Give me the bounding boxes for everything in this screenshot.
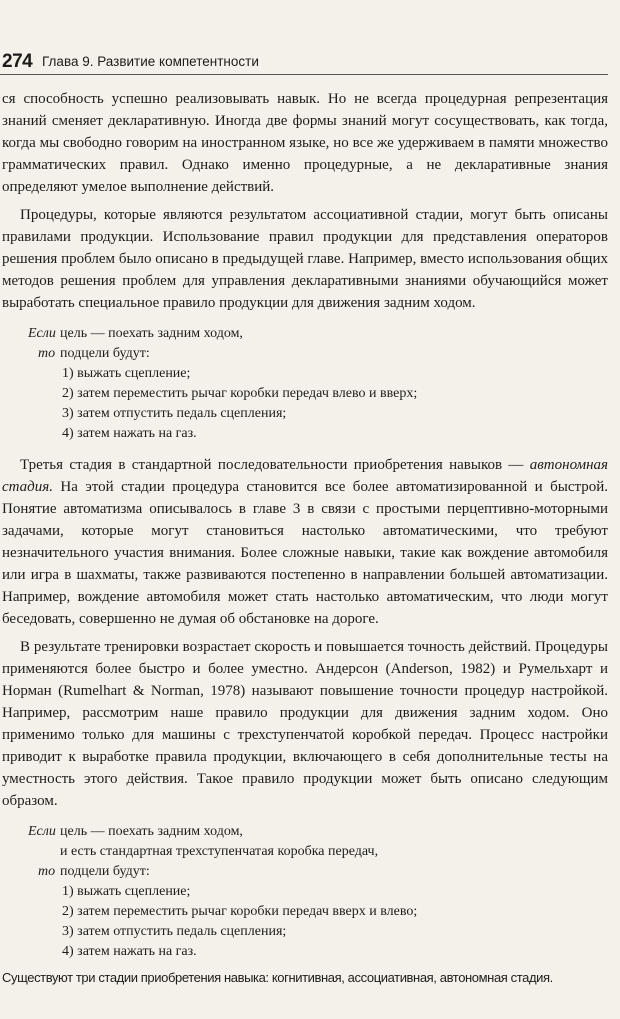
rule-then-keyword: то xyxy=(38,864,56,879)
paragraph-3-start: Третья стадия в стандартной последовательности приобретения навыков — xyxy=(20,457,530,473)
rule-step: 1) выжать сцепление; xyxy=(62,884,191,899)
rule-if-spacer xyxy=(2,842,60,862)
paragraph-2: Процедуры, которые являются результатом ассоциативной стадии, могут быть описаны правилами продукции. Использование правил продукции для представления операторов решения проблем было описано в предыдущей главе. Например, вместо использования общих методов решения проблем для управления декларативными знаниями обучающийся может выработать специальное правило продукции для движения задним ходом. xyxy=(2,207,608,311)
rule-if-text: цель — поехать задним ходом, xyxy=(60,326,243,341)
rule-if-keyword: Если xyxy=(28,824,56,839)
rule-if-text: цель — поехать задним ходом, xyxy=(60,824,243,839)
page-header xyxy=(0,50,608,75)
rule-then-text: подцели будут: xyxy=(60,864,150,879)
rule-step: 4) затем нажать на газ. xyxy=(62,426,197,441)
rule-step: 3) затем отпустить педаль сцепления; xyxy=(62,924,287,939)
rule-if-keyword: Если xyxy=(28,326,56,341)
rule-step: 2) затем переместить рычаг коробки передач влево и вверх; xyxy=(62,386,418,401)
body-text xyxy=(2,88,608,972)
production-rule-1 xyxy=(2,324,608,444)
paragraph-3-rest: На этой стадии процедура становится все более автоматизированной и быстрой. Понятие автоматизма описывалось в главе 3 в связи с простыми перцептивно-моторными задачами, которые могут становиться настолько автоматическими, что требуют незначительного участия внимания. Более сложные навыки, такие как вождение автомобиля или игра в шахматы, также развиваются постепенно в направлении большей автоматизации. Например, вождение автомобиля может стать настолько автоматическим, что люди могут беседовать, совершенно не думая об обстановке на дороге. xyxy=(2,479,608,627)
rule-step: 1) выжать сцепление; xyxy=(62,366,191,381)
rule-then-keyword: то xyxy=(38,346,56,361)
rule-step: 2) затем переместить рычаг коробки передач вверх и влево; xyxy=(62,904,418,919)
summary-caption: Существуют три стадии приобретения навыка: когнитивная, ассоциативная, автономная стадия. xyxy=(2,970,553,985)
paragraph-1: ся способность успешно реализовывать навык. Но не всегда процедурная репрезентация знаний сменяет декларативную. Иногда две формы знаний могут сосуществовать, как тогда, когда мы свободно говорим на иностранном языке, но все же удерживаем в памяти множество грамматических правил. Однако именно процедурные, а не декларативные знания определяют умелое выполнение действий. xyxy=(2,91,608,195)
rule-then-text: подцели будут: xyxy=(60,346,150,361)
running-head: Глава 9. Развитие компетентности xyxy=(42,54,259,69)
rule-if-text-2: и есть стандартная трехступенчатая коробка передач, xyxy=(60,844,379,859)
term-autonomous-stage: автономная стадия. xyxy=(2,457,608,495)
rule-step: 3) затем отпустить педаль сцепления; xyxy=(62,406,287,421)
paragraph-3 xyxy=(2,454,608,630)
rule-step: 4) затем нажать на газ. xyxy=(62,944,197,959)
paragraph-4: В результате тренировки возрастает скорость и повышается точность действий. Процедуры применяются более быстро и более уместно. Андерсон (Anderson, 1982) и Румельхарт и Норман (Rumelhart & Norman, 1978) называют повышение точности процедур настройкой. Например, рассмотрим наше правило продукции для движения задним ходом. Оно применимо только для машины с трехступенчатой коробкой передач. Процесс настройки приводит к выработке правила продукции, включающего в себя дополнительные тесты на уместность этого действия. Такое правило продукции может быть описано следующим образом. xyxy=(2,639,608,809)
production-rule-2 xyxy=(2,822,608,962)
page-number: 274 xyxy=(2,51,33,72)
